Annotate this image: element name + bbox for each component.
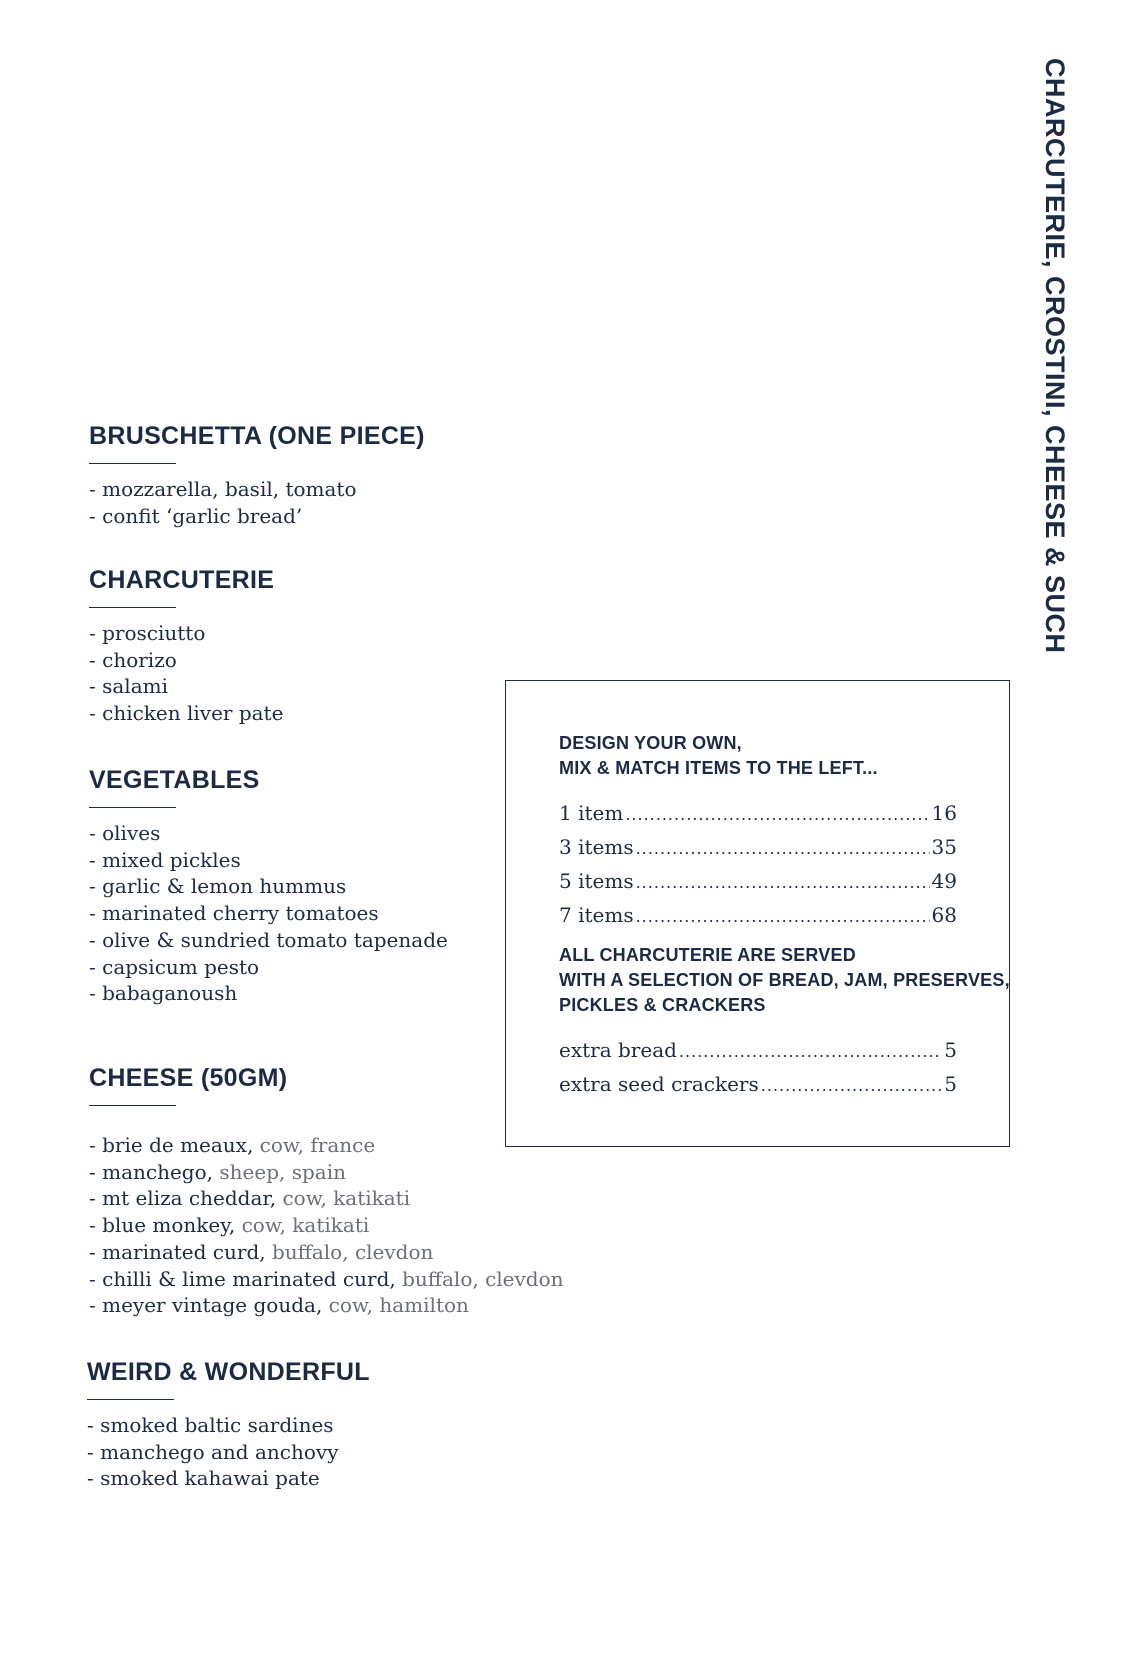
cheese-item	[89, 1185, 564, 1212]
item-list	[89, 620, 283, 727]
item-list	[89, 476, 425, 529]
dot-leader	[625, 798, 929, 831]
section-charcuterie	[89, 565, 283, 727]
section-heading: CHEESE (50GM)	[89, 1064, 288, 1092]
menu-item: - capsicum pesto	[89, 954, 260, 979]
cheese-item	[89, 1132, 564, 1159]
section-vegetables	[89, 765, 448, 1007]
menu-item: - chicken liver pate	[89, 701, 284, 726]
price-value: 68	[931, 903, 957, 927]
serving-note	[559, 943, 1010, 1018]
section-cheese	[89, 1063, 564, 1319]
price-value: 35	[931, 835, 957, 859]
design-heading-line: MIX & MATCH ITEMS TO THE LEFT...	[559, 758, 878, 778]
menu-item: - olive & sundried tomato tapenade	[89, 927, 448, 952]
cheese-item	[89, 1239, 564, 1266]
cheese-name: - manchego,	[89, 1159, 214, 1184]
extra-label: extra seed crackers	[559, 1072, 759, 1096]
heading-underline	[89, 607, 176, 608]
section-bruschetta	[89, 421, 425, 529]
heading-underline	[89, 1105, 176, 1106]
cheese-name: - blue monkey,	[89, 1213, 236, 1238]
heading-underline	[87, 1399, 174, 1400]
menu-item: - salami	[89, 674, 168, 699]
item-list	[87, 1412, 370, 1492]
cheese-origin: buffalo, clevdon	[402, 1266, 564, 1291]
dot-leader	[636, 900, 930, 933]
menu-item: - smoked baltic sardines	[87, 1413, 334, 1437]
price-label: 7 items	[559, 903, 634, 927]
extra-price: 5	[944, 1038, 957, 1062]
section-heading: BRUSCHETTA (ONE PIECE)	[89, 422, 425, 450]
extra-row	[559, 1034, 957, 1068]
cheese-name: - meyer vintage gouda,	[89, 1293, 323, 1318]
cheese-origin: buffalo, clevdon	[271, 1239, 434, 1264]
section-heading: VEGETABLES	[89, 766, 260, 794]
cheese-origin: cow, katikati	[241, 1213, 370, 1238]
cheese-item	[89, 1159, 564, 1186]
serving-note-line: WITH A SELECTION OF BREAD, JAM, PRESERVES,	[559, 970, 1010, 990]
cheese-name: - marinated curd,	[89, 1239, 266, 1264]
price-label: 3 items	[559, 835, 634, 859]
dot-leader	[761, 1069, 943, 1102]
heading-underline	[89, 463, 176, 464]
cheese-name: - brie de meaux,	[89, 1133, 254, 1157]
price-value: 49	[931, 869, 957, 893]
extra-price: 5	[944, 1072, 957, 1096]
cheese-name: - mt eliza cheddar,	[89, 1186, 277, 1211]
menu-item: - chorizo	[89, 647, 177, 672]
cheese-item	[89, 1292, 564, 1319]
dot-leader	[636, 866, 930, 899]
price-row	[559, 831, 957, 865]
serving-note-line: ALL CHARCUTERIE ARE SERVED	[559, 945, 856, 965]
dot-leader	[636, 832, 930, 865]
price-row	[559, 797, 957, 831]
menu-item: - marinated cherry tomatoes	[89, 901, 379, 926]
extra-label: extra bread	[559, 1038, 677, 1062]
cheese-origin: cow, hamilton	[328, 1293, 469, 1318]
menu-item: - prosciutto	[89, 621, 206, 645]
menu-item: - mozzarella, basil, tomato	[89, 477, 357, 501]
menu-item: - olives	[89, 821, 161, 845]
item-list	[89, 1132, 564, 1319]
price-value: 16	[931, 801, 957, 825]
extra-row	[559, 1068, 957, 1102]
menu-item: - mixed pickles	[89, 847, 241, 872]
extras-list	[559, 1034, 957, 1102]
cheese-origin: cow, katikati	[282, 1186, 411, 1211]
dot-leader	[679, 1035, 942, 1068]
price-row	[559, 899, 957, 933]
design-heading-line: DESIGN YOUR OWN,	[559, 733, 742, 753]
menu-item: - garlic & lemon hummus	[89, 874, 347, 899]
menu-item: - manchego and anchovy	[87, 1439, 339, 1464]
cheese-item	[89, 1212, 564, 1239]
section-heading: CHARCUTERIE	[89, 566, 275, 594]
price-label: 1 item	[559, 801, 624, 825]
section-weird-and-wonderful	[87, 1357, 370, 1492]
page-side-title: CHARCUTERIE, CROSTINI, CHEESE & SUCH	[1040, 58, 1070, 654]
cheese-item	[89, 1266, 564, 1293]
price-list	[559, 797, 957, 933]
cheese-origin: cow, france	[259, 1133, 376, 1157]
design-heading	[559, 731, 878, 781]
menu-item: - babaganoush	[89, 981, 238, 1006]
design-your-own-box	[505, 680, 1010, 1147]
item-list	[89, 820, 448, 1007]
heading-underline	[89, 807, 176, 808]
price-label: 5 items	[559, 869, 634, 893]
price-row	[559, 865, 957, 899]
cheese-name: - chilli & lime marinated curd,	[89, 1266, 396, 1291]
menu-item: - confit ‘garlic bread’	[89, 503, 303, 528]
section-heading: WEIRD & WONDERFUL	[87, 1358, 370, 1386]
cheese-origin: sheep, spain	[219, 1159, 346, 1184]
serving-note-line: PICKLES & CRACKERS	[559, 995, 766, 1015]
menu-item: - smoked kahawai pate	[87, 1466, 320, 1491]
